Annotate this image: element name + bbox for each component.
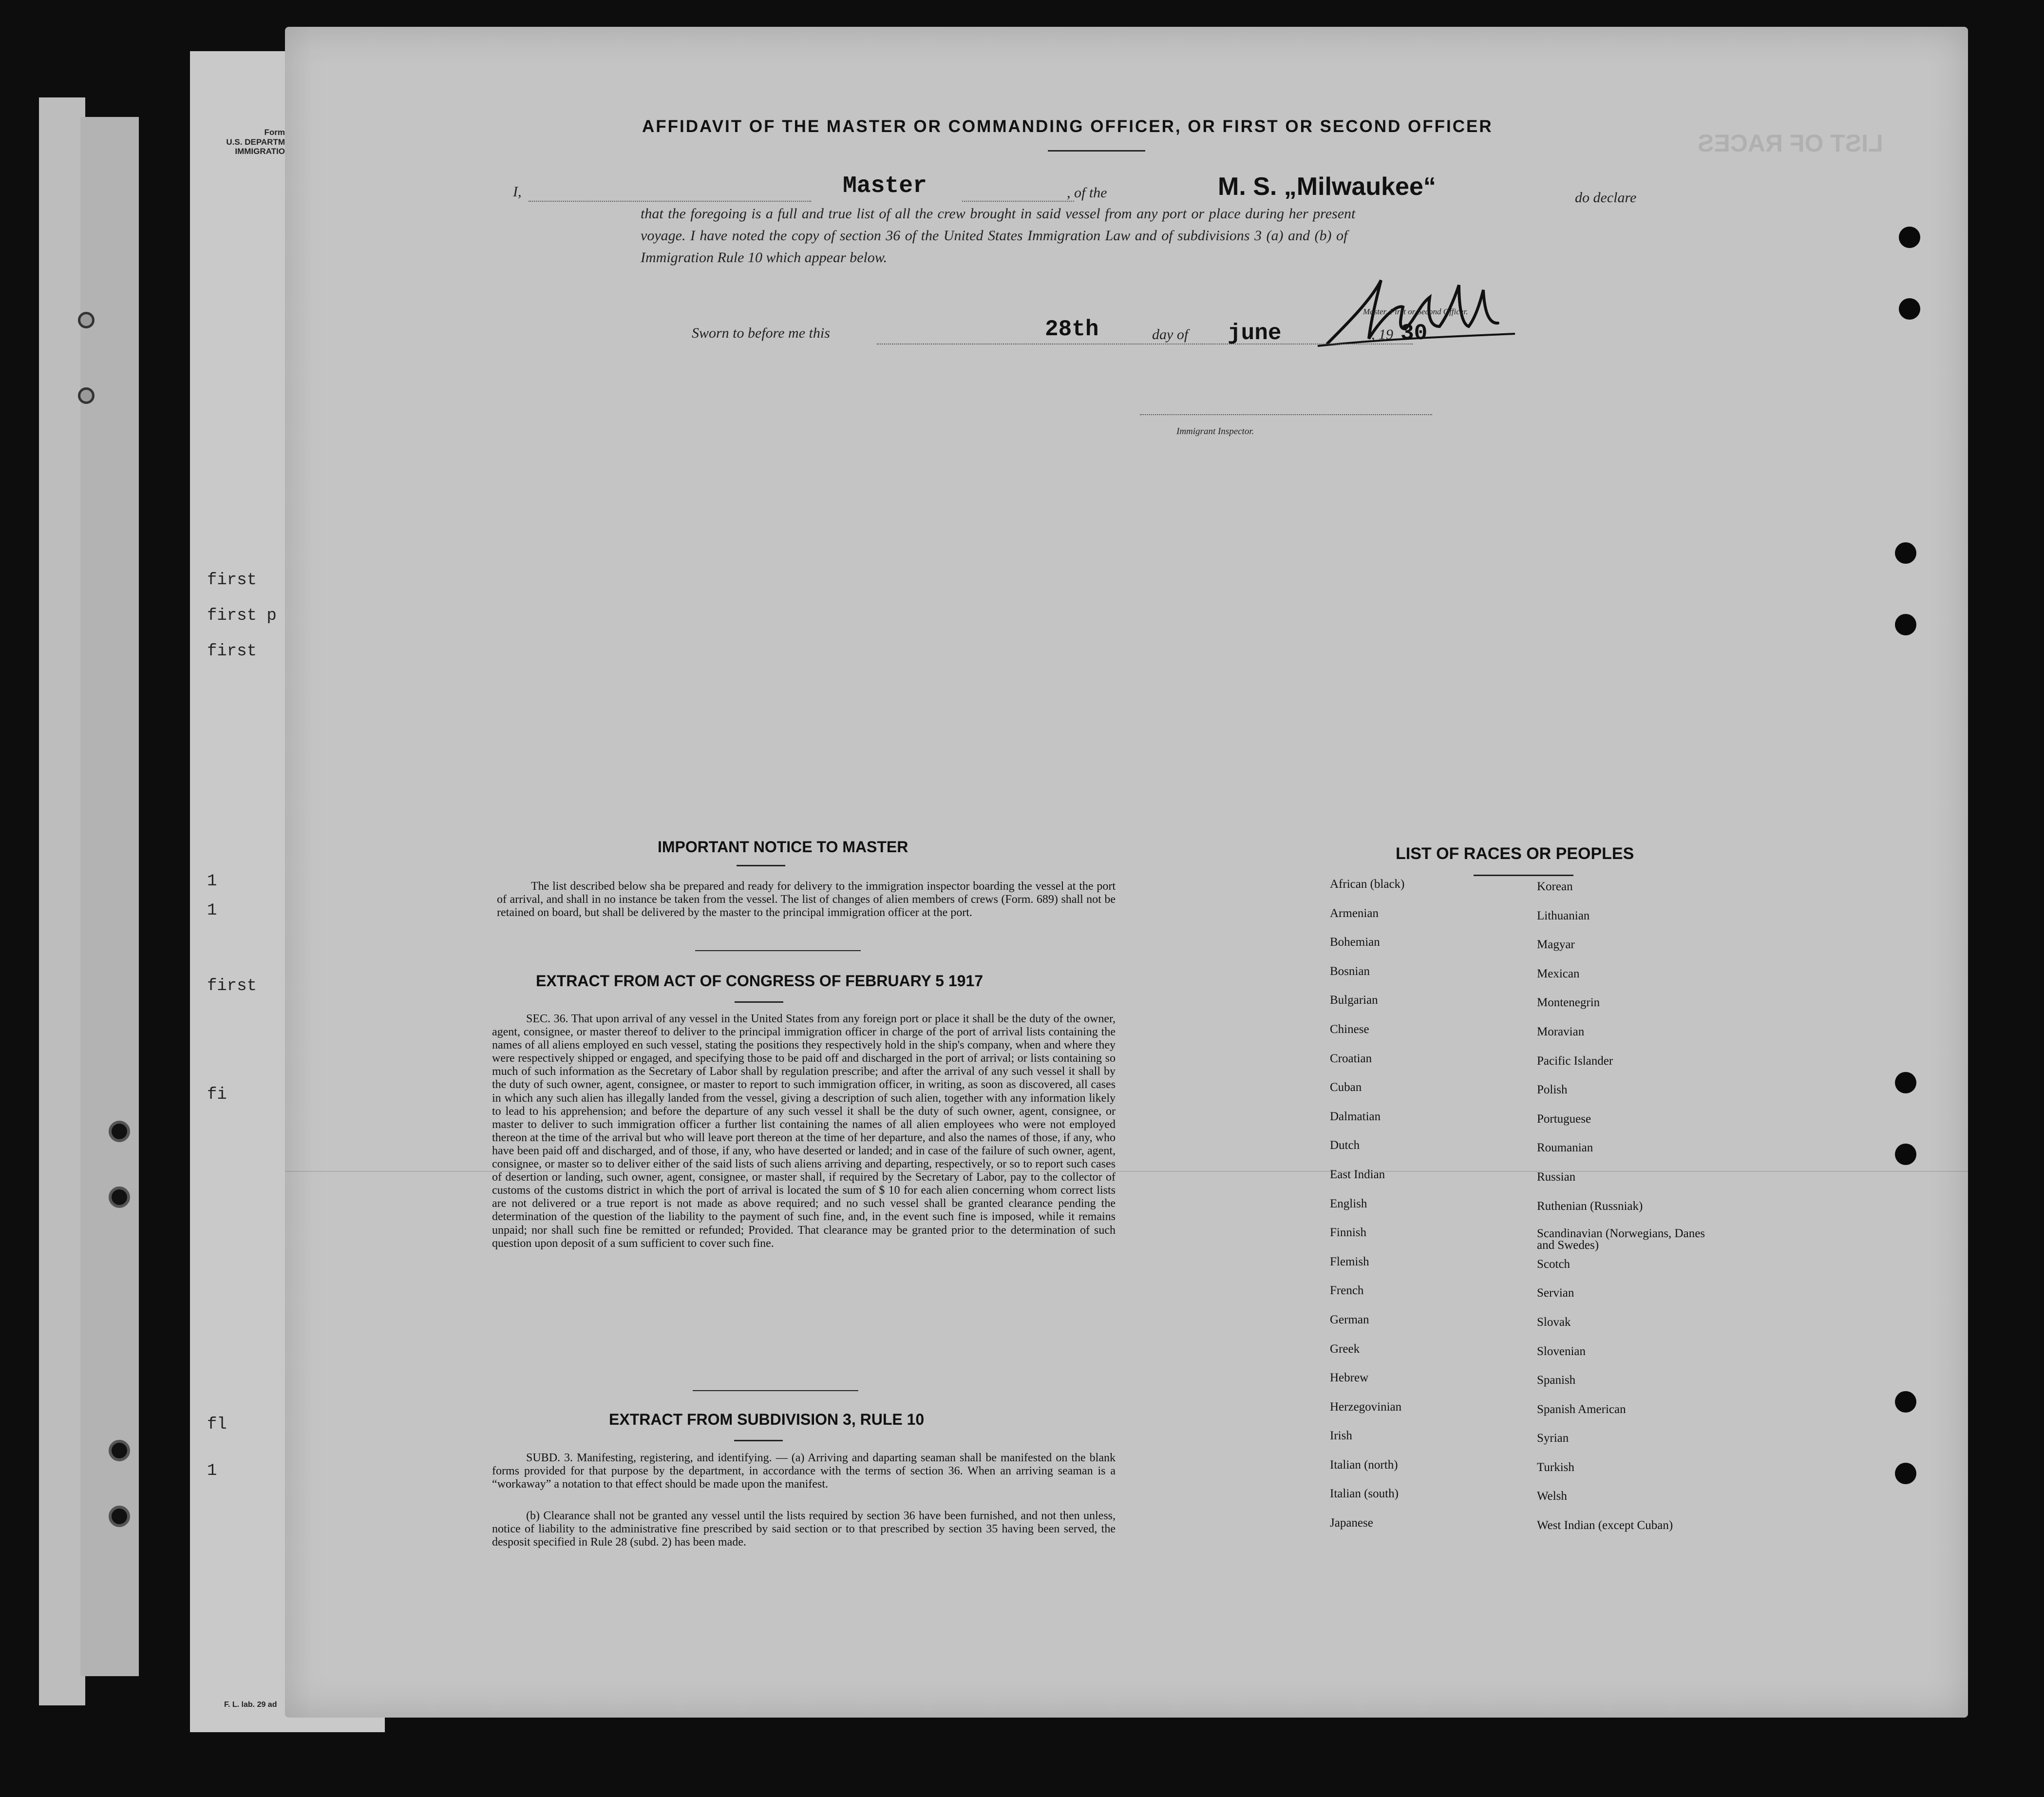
race-item: Scandinavian (Norwegians, Danes and Swedes): [1537, 1227, 1705, 1252]
inspector-underline: [1140, 414, 1432, 415]
race-item: Herzegovinian: [1330, 1400, 1402, 1414]
race-item: Russian: [1537, 1170, 1576, 1184]
rule-para-a: SUBD. 3. Manifesting, registering, and identifying. — (a) Arriving and daparting seaman shall be manifested on the blank forms provided for that purpose by the department, in accordance with the terms of section 36. When an arriving seaman is a “workaway” a notation to that effect should be made upon the manifest.: [492, 1452, 1116, 1491]
race-item: Magyar: [1537, 938, 1575, 952]
notice-divider: [695, 950, 861, 951]
punch-hole: [1895, 614, 1916, 635]
notice-rule: [737, 865, 785, 866]
race-item: Bosnian: [1330, 964, 1370, 978]
day-of-label: day of: [1152, 326, 1189, 343]
race-item: Bohemian: [1330, 936, 1380, 949]
race-item: German: [1330, 1313, 1369, 1326]
binder-hole: [78, 387, 95, 404]
under-form-line: IMMIGRATIO: [235, 147, 285, 156]
under-typed-row: first: [207, 642, 257, 661]
inspector-caption: Immigrant Inspector.: [1176, 426, 1254, 437]
affidavit-sheet: [285, 27, 1968, 1718]
race-item: Cuban: [1330, 1081, 1362, 1094]
race-item: Welsh: [1537, 1490, 1567, 1503]
vessel-name: M. S. „Milwaukee“: [1218, 172, 1436, 201]
race-item: Dalmatian: [1330, 1109, 1381, 1123]
race-item: Greek: [1330, 1342, 1360, 1356]
sworn-label: Sworn to before me this: [692, 325, 830, 341]
punch-hole: [1895, 1144, 1916, 1165]
binder-hole: [109, 1440, 130, 1461]
race-item: Korean: [1537, 880, 1573, 893]
punch-hole: [1899, 227, 1920, 248]
race-item: Chinese: [1330, 1022, 1369, 1036]
notice-text: The list described below sha be prepared and ready for delivery to the immigration inspector boarding the vessel at the port of arrival, and shall in no instance be taken from the vessel. The list of changes of alien members of crews (Form. 689) shall not be retained on board, but shall be delivered by the master to the principal immigration officer at the port.: [497, 880, 1116, 919]
races-list-right: [1537, 879, 1712, 1548]
race-item: Armenian: [1330, 906, 1379, 920]
race-item: Slovak: [1537, 1315, 1571, 1329]
race-item: Montenegrin: [1537, 996, 1600, 1010]
under-typed-row: 1: [207, 1462, 217, 1480]
rule-heading: EXTRACT FROM SUBDIVISION 3, RULE 10: [609, 1411, 925, 1428]
race-item: Syrian: [1537, 1432, 1569, 1445]
punch-hole: [1899, 298, 1920, 320]
race-item: Finnish: [1330, 1226, 1367, 1240]
race-item: East Indian: [1330, 1167, 1385, 1181]
heading-rule: [1048, 150, 1145, 152]
race-item: Roumanian: [1537, 1141, 1593, 1155]
signer-caption: Master, First or Second Officer.: [1363, 307, 1468, 316]
under-footer: F. L. lab. 29 ad: [224, 1701, 277, 1709]
punch-hole: [1895, 1463, 1916, 1484]
race-item: Slovenian: [1537, 1344, 1586, 1358]
of-the-label: , of the: [1067, 185, 1107, 201]
under-sheet-edge-1: [39, 97, 85, 1705]
races-list-left: [1330, 877, 1404, 1545]
race-item: Scotch: [1537, 1257, 1571, 1271]
under-typed-row: 1: [207, 901, 217, 920]
race-item: Italian (north): [1330, 1458, 1398, 1472]
race-item: Japanese: [1330, 1516, 1373, 1530]
races-rule: [1474, 875, 1573, 876]
act-divider: [693, 1390, 858, 1391]
race-item: Dutch: [1330, 1139, 1360, 1152]
race-item: Spanish American: [1537, 1402, 1626, 1416]
binder-hole: [109, 1121, 130, 1142]
race-item: Flemish: [1330, 1255, 1369, 1268]
punch-hole: [1895, 542, 1916, 564]
act-text: SEC. 36. That upon arrival of any vessel in the United States from any foreign port or place it shall be the duty of the owner, agent, consignee, or master thereof to deliver to the principal immigration officer in charge of the port of arrival lists containing the names of all aliens employed en such vessel, stating the positions they respectively hold in the ship's company, when and where they were respectively shipped or engaged, and specifying those to be paid off and discharged in the port of arrival; or lists containing so much of such information as the Secretary of Labor shall by regulation prescribe; and after the arrival of any such vessel it shall by the duty of such owner, agent, consignee, or master to report to such immigration officer, in writing, as soon as discovered, all cases in which any such alien has illegally landed from the vessel, giving a description of such alien, together with any information likely to lead to his apprehension; and before the departure of any such vessel it shall be the duty of such owner, agent, consignee, or master to deliver to such immigration officer a further list containing the names of all alien employees who were not employed thereon at the time of the arrival but who will leave port thereon at the time of her departure, and also the names of those, if any, who have been paid off and discharged, and of those, if any, who have deserted or landed; and in case of the failure of such owner, agent, consignee, or master so to deliver either of the said lists of such aliens arriving and departing, respectively, or so to report such cases of desertion or landing, such owner, agent, consignee, or master shall, if required by the Secretary of Labor, pay to the collector of customs of the customs district in which the port of arrival is located the sum of $ 10 for each alien concerning whom correct lists are not delivered or a true report is not made as above required; and no such vessel shall be granted clearance pending the determination of the question of the liability to the payment of such fine, and, in the event such fine is imposed, while it remains unpaid; nor shall such fine be remitted or refunded; Provided. That clearance may be granted prior to the determination of such question upon deposit of a sum sufficient to cover such fine.: [492, 1013, 1116, 1250]
under-typed-row: first: [207, 977, 257, 995]
race-item: Spanish: [1537, 1374, 1576, 1387]
punch-hole: [1895, 1072, 1916, 1093]
under-typed-row: fi: [207, 1086, 227, 1104]
race-item: Turkish: [1537, 1460, 1574, 1474]
declaration-line-4: Immigration Rule 10 which appear below.: [641, 249, 888, 266]
under-form-line: U.S. DEPARTM: [226, 137, 285, 147]
under-typed-row: first p: [207, 607, 277, 625]
race-item: Lithuanian: [1537, 909, 1590, 922]
race-item: Bulgarian: [1330, 994, 1378, 1007]
under-typed-row: fl: [207, 1415, 227, 1434]
affidavit-heading: AFFIDAVIT OF THE MASTER OR COMMANDING OFFICER, OR FIRST OR SECOND OFFICER: [642, 117, 1493, 136]
sworn-day: 28th: [1045, 317, 1099, 342]
race-item: Servian: [1537, 1286, 1574, 1300]
race-item: English: [1330, 1197, 1367, 1210]
show-through-text: LIST OF RACES: [1698, 130, 1883, 157]
year-prefix: , 19: [1371, 326, 1393, 343]
declaration-line-3: voyage. I have noted the copy of section 36 of the United States Immigration Law and of subdivisions 3 (a) and (b) of: [641, 228, 1348, 244]
race-item: Portuguese: [1537, 1112, 1591, 1126]
rule-para-b: (b) Clearance shall not be granted any vessel until the lists required by section 36 have been furnished, and not then unless, notice of liability to the administrative fine prescribed by said section or to that prescribed by section 35 having been served, the desposit specified in Rule 28 (subd. 2) has been made.: [492, 1510, 1116, 1549]
binder-hole: [109, 1506, 130, 1527]
under-sheet-edge-2: [80, 117, 139, 1676]
sworn-month: june: [1228, 321, 1282, 346]
rule-heading-rule: [734, 1440, 783, 1441]
sworn-year: 30: [1401, 321, 1428, 346]
declaration-line-2: that the foregoing is a full and true list of all the crew brought in said vessel from any port or place during her present: [641, 206, 1356, 222]
act-rule: [735, 1001, 783, 1003]
race-item: Croatian: [1330, 1051, 1372, 1065]
declaration-prefix: I,: [513, 184, 522, 200]
races-heading: LIST OF RACES OR PEOPLES: [1396, 844, 1634, 863]
act-heading: EXTRACT FROM ACT OF CONGRESS OF FEBRUARY 5 1917: [536, 972, 984, 990]
rank-value: Master: [843, 173, 927, 199]
race-item: West Indian (except Cuban): [1537, 1519, 1673, 1532]
punch-hole: [1895, 1391, 1916, 1413]
binder-hole: [109, 1186, 130, 1208]
race-item: Hebrew: [1330, 1371, 1369, 1385]
race-item: Irish: [1330, 1429, 1352, 1443]
under-form-label: [209, 128, 285, 156]
race-item: Mexican: [1537, 967, 1580, 980]
under-form-line: Form: [264, 128, 285, 137]
under-typed-row: first: [207, 571, 257, 590]
binder-hole: [78, 312, 95, 328]
race-item: African (black): [1330, 878, 1405, 891]
notice-heading: IMPORTANT NOTICE TO MASTER: [658, 838, 908, 856]
race-item: French: [1330, 1284, 1364, 1298]
race-item: Polish: [1537, 1083, 1568, 1097]
race-item: Ruthenian (Russniak): [1537, 1199, 1643, 1213]
race-item: Pacific Islander: [1537, 1054, 1613, 1068]
under-typed-row: 1: [207, 872, 217, 891]
declaration-underline: [529, 201, 811, 202]
declaration-line-1: [285, 168, 1968, 207]
do-declare-label: do declare: [1575, 190, 1637, 206]
race-item: Moravian: [1537, 1025, 1585, 1038]
declaration-underline: [962, 201, 1074, 202]
race-item: Italian (south): [1330, 1487, 1399, 1501]
